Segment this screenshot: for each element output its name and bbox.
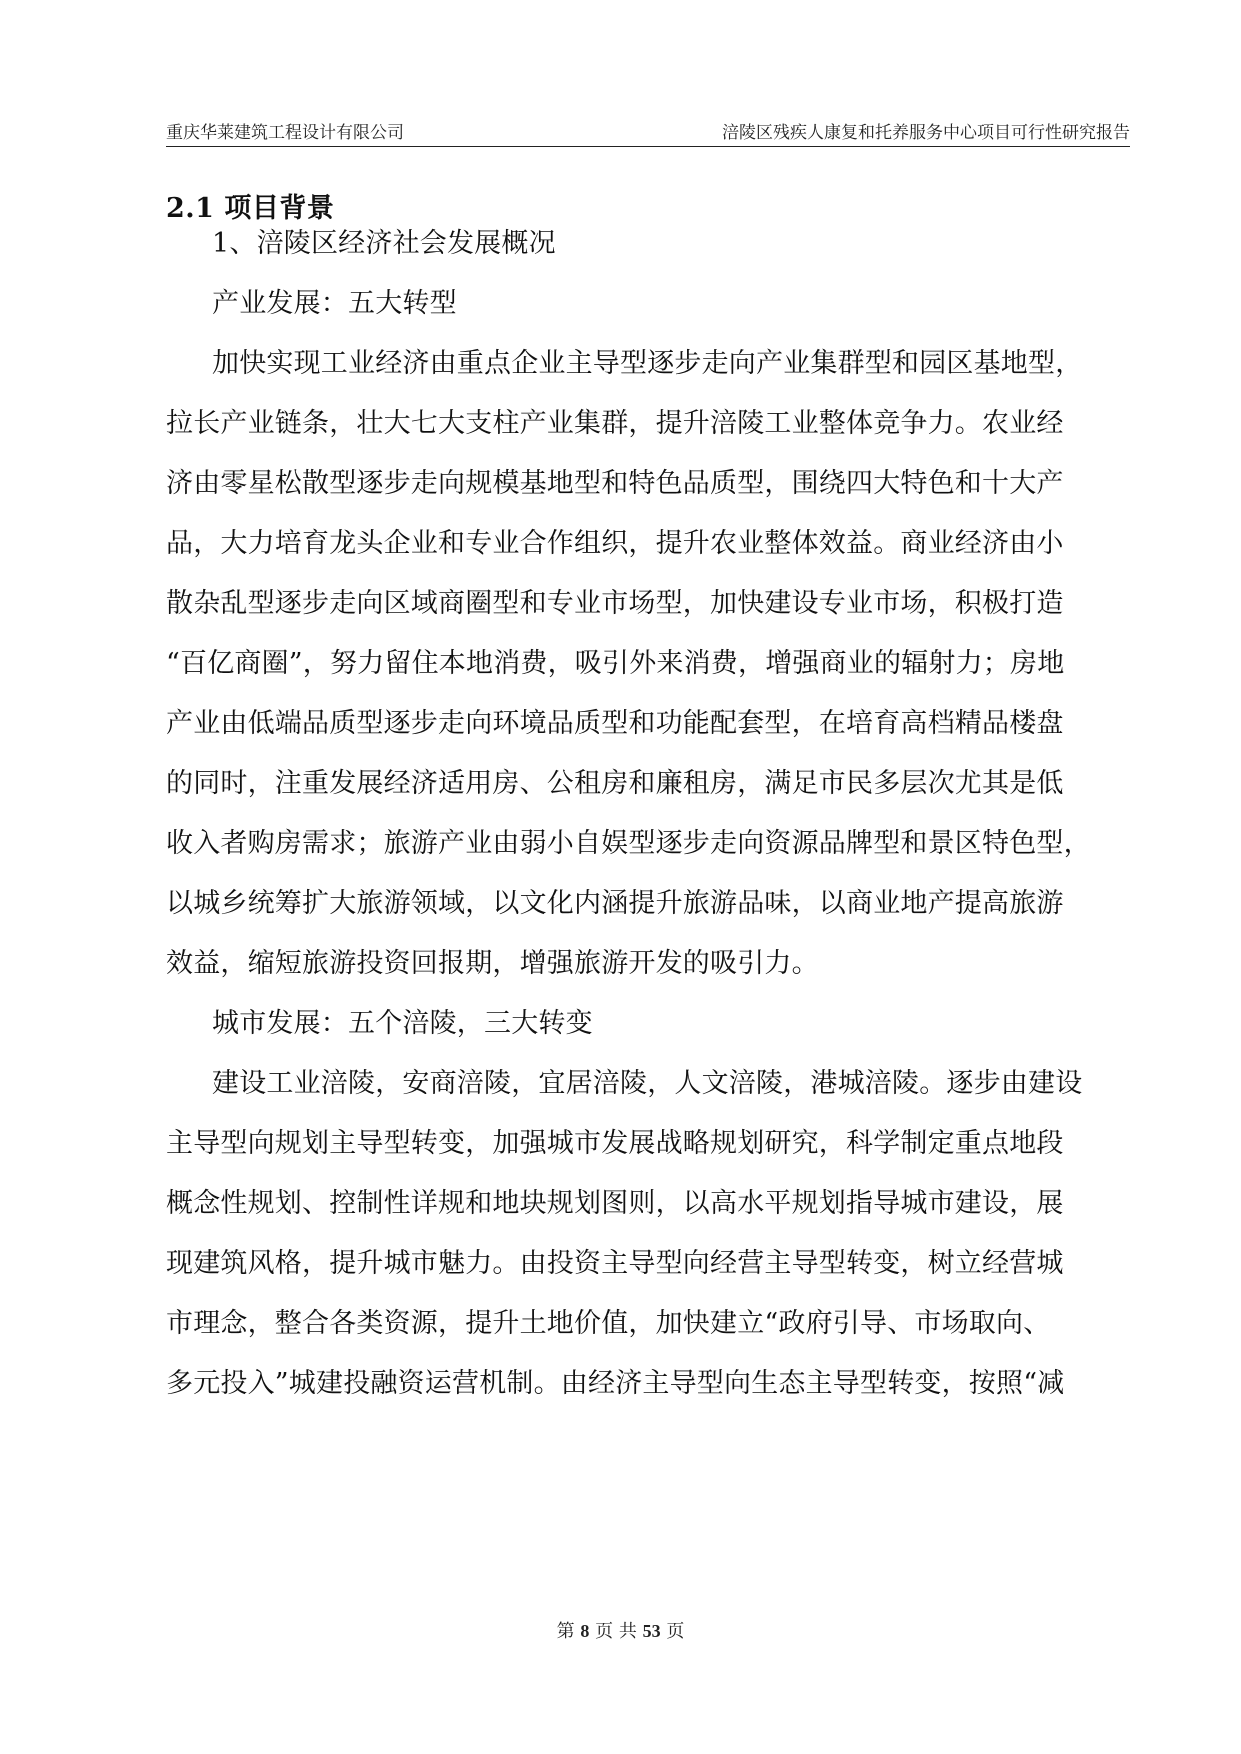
paragraph-line: 拉长产业链条，壮大七大支柱产业集群，提升涪陵工业整体竞争力。农业经 [166,408,1064,439]
subheading-city-development: 城市发展：五个涪陵，三大转变 [212,1008,593,1039]
paragraph-line: 收入者购房需求；旅游产业由弱小自娱型逐步走向资源品牌型和景区特色型， [166,828,1091,859]
paragraph-line: 以城乡统筹扩大旅游领域，以文化内涵提升旅游品味，以商业地产提高旅游 [166,888,1064,919]
page-header [166,116,1130,147]
footer-prefix: 第 [556,1621,575,1642]
paragraph-line: 济由零星松散型逐步走向规模基地型和特色品质型，围绕四大特色和十大产 [166,468,1064,499]
paragraph-line: 加快实现工业经济由重点企业主导型逐步走向产业集群型和园区基地型， [212,348,1083,379]
paragraph-line: 效益，缩短旅游投资回报期，增强旅游开发的吸引力。 [166,948,819,979]
header-report-title: 涪陵区残疾人康复和托养服务中心项目可行性研究报告 [722,123,1130,143]
paragraph-line: 概念性规划、控制性详规和地块规划图则，以高水平规划指导城市建设，展 [166,1188,1064,1219]
current-page-number: 8 [580,1621,590,1641]
header-company: 重庆华莱建筑工程设计有限公司 [166,123,404,143]
paragraph-line: 产业由低端品质型逐步走向环境品质型和功能配套型，在培育高档精品楼盘 [166,708,1064,739]
paragraph-line: 多元投入”城建投融资运营机制。由经济主导型向生态主导型转变，按照“减 [166,1368,1065,1399]
footer-middle: 页 共 [595,1621,637,1642]
section-title: 2.1 项目背景 [166,193,335,224]
subheading-industry-development: 产业发展：五大转型 [212,288,457,319]
paragraph-line: 市理念，整合各类资源，提升土地价值，加快建立“政府引导、市场取向、 [166,1308,1051,1339]
total-page-number: 53 [642,1621,661,1641]
footer-suffix: 页 [666,1621,685,1642]
subheading-economy-overview: 1、涪陵区经济社会发展概况 [212,228,556,259]
paragraph-line: 散杂乱型逐步走向区域商圈型和专业市场型，加快建设专业市场，积极打造 [166,588,1064,619]
paragraph-line: 现建筑风格，提升城市魅力。由投资主导型向经营主导型转变，树立经营城 [166,1248,1064,1279]
paragraph-line: 建设工业涪陵，安商涪陵，宜居涪陵，人文涪陵，港城涪陵。逐步由建设 [212,1068,1083,1099]
page-footer [0,1617,1241,1643]
paragraph-line: 的同时，注重发展经济适用房、公租房和廉租房，满足市民多层次尤其是低 [166,768,1064,799]
paragraph-line: “百亿商圈”，努力留住本地消费，吸引外来消费，增强商业的辐射力；房地 [166,648,1065,679]
paragraph-line: 品，大力培育龙头企业和专业合作组织，提升农业整体效益。商业经济由小 [166,528,1064,559]
paragraph-line: 主导型向规划主导型转变，加强城市发展战略规划研究，科学制定重点地段 [166,1128,1064,1159]
